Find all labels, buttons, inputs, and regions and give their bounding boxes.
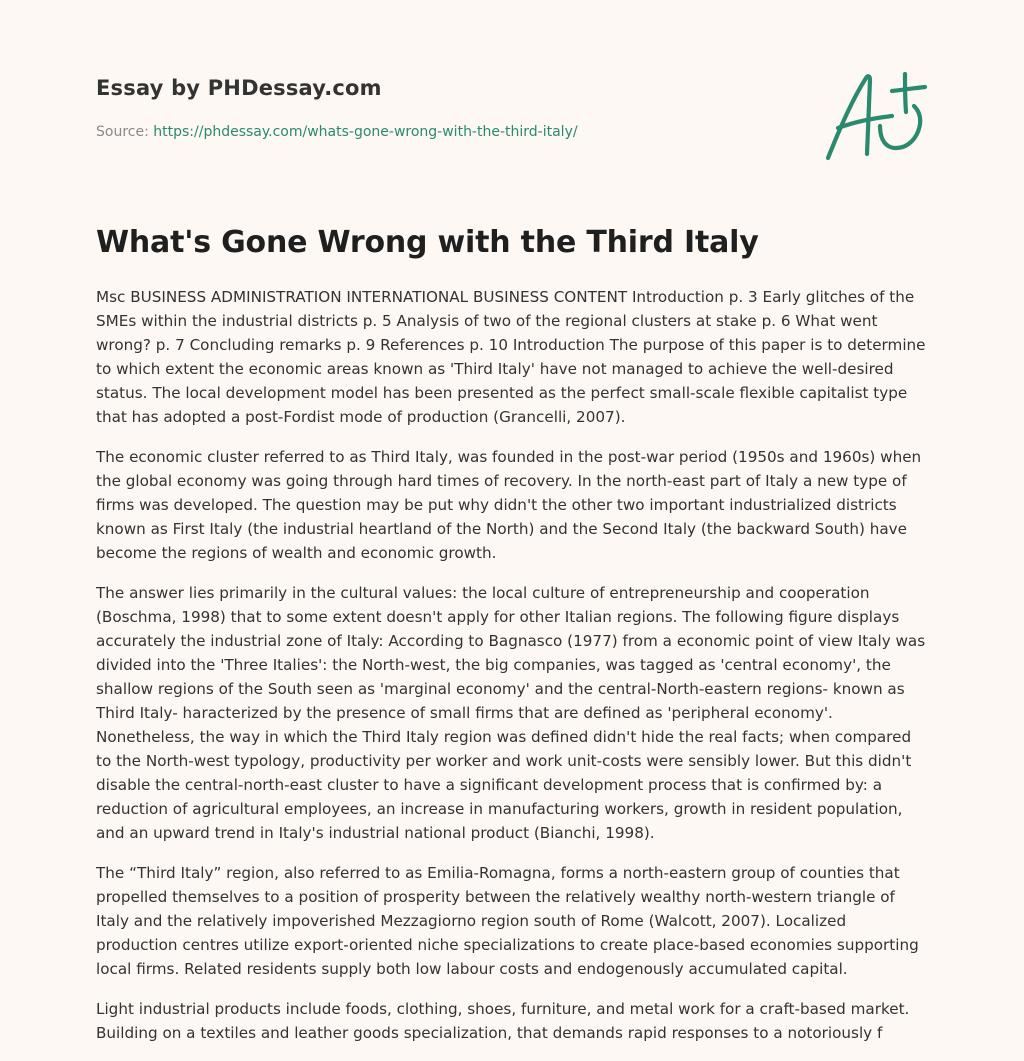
essay-title: What's Gone Wrong with the Third Italy [96, 225, 759, 260]
essay-body [96, 285, 928, 1061]
site-header [96, 0, 928, 200]
essay-paragraph: The answer lies primarily in the cultural values: the local culture of entrepreneurship and cooperation (Boschma, 1998) that to some extent doesn't apply for other Italian regions. The following figure displays accurately the industrial zone of Italy: According to Bagnasco (1977) from a economic point of view Italy was divided into the 'Three Italies': the North-west, the big companies, was tagged as 'central economy', the shallow regions of the South seen as 'marginal economy' and the central-North-eastern regions- known as Third Italy- haracterized by the presence of small firms that are defined as 'peripheral economy'. Nonetheless, the way in which the Third Italy region was defined didn't hide the real facts; when compared to the North-west typology, productivity per worker and work unit-costs were sensibly lower. But this didn't disable the central-north-east cluster to have a significant development process that is confirmed by: a reduction of agricultural employees, an increase in manufacturing workers, growth in resident population, and an upward trend in Italy's industrial national product (Bianchi, 1998). [96, 584, 926, 842]
a-plus-logo-icon [822, 66, 932, 166]
essay-paragraph: The economic cluster referred to as Third Italy, was founded in the post-war period (1950s and 1960s) when the global economy was going through hard times of recovery. In the north-east part of Italy a new type of firms was developed. The question may be put why didn't the other two important industrialized districts known as First Italy (the industrial heartland of the North) and the Second Italy (the backward South) have become the regions of wealth and economic growth. [96, 448, 922, 562]
source-link[interactable]: https://phdessay.com/whats-gone-wrong-with-the-third-italy/ [153, 124, 578, 140]
essay-paragraph: Msc BUSINESS ADMINISTRATION INTERNATIONAL BUSINESS CONTENT Introduction p. 3 Early glitches of the SMEs within the industrial districts p. 5 Analysis of two of the regional clusters at stake p. 6 What went wrong? p. 7 Concluding remarks p. 9 References p. 10 Introduction The purpose of this paper is to determine to which extent the economic areas known as 'Third Italy' have not managed to achieve the well-desired status. The local development model has been presented as the perfect small-scale flexible capitalist type that has adopted a post-Fordist mode of production (Grancelli, 2007). [96, 288, 926, 426]
brand-title: Essay by PHDessay.com [96, 76, 382, 100]
source-line [96, 124, 578, 140]
source-label: Source: [96, 124, 149, 140]
page [96, 0, 928, 1042]
essay-paragraph: Light industrial products include foods, clothing, shoes, furniture, and metal work for a craft-based market. Building on a textiles and leather goods specialization, that demands rapid responses to a notoriously f [96, 1000, 910, 1042]
essay-paragraph: The “Third Italy” region, also referred to as Emilia-Romagna, forms a north-eastern group of counties that propelled themselves to a position of prosperity between the relatively wealthy north-western triangle of Italy and the relatively impoverished Mezzagiorno region south of Rome (Walcott, 2007). Localized production centres utilize export-oriented niche specializations to create place-based economies supporting local firms. Related residents supply both low labour costs and endogenously accumulated capital. [96, 864, 919, 978]
